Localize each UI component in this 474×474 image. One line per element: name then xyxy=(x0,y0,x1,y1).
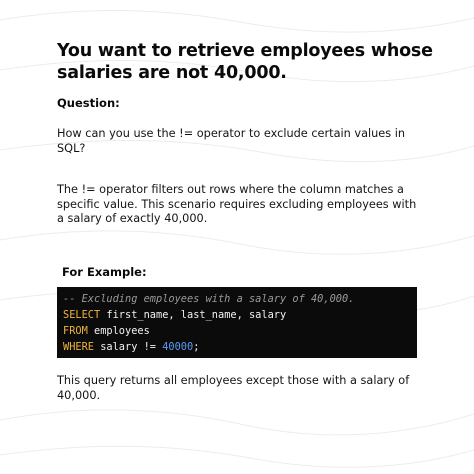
where-value: 40000 xyxy=(162,341,194,353)
code-block xyxy=(57,287,417,358)
from-table: employees xyxy=(87,325,150,337)
question-text: How can you use the != operator to exclude certain values in SQL? xyxy=(57,127,406,155)
sql-keyword-select: SELECT xyxy=(63,309,101,321)
where-condition: salary != xyxy=(94,341,163,353)
explanation-text: The != operator filters out rows where the column matches a specific value. This scenario requires excluding employees with a salary of exactly 40,000. xyxy=(57,183,417,225)
code-comment: -- Excluding employees with a salary of 40,000. xyxy=(63,293,355,305)
statement-terminator: ; xyxy=(193,341,200,353)
page-title: You want to retrieve employees whose salaries are not 40,000. xyxy=(57,41,433,83)
sql-keyword-from: FROM xyxy=(63,325,88,337)
example-label: For Example: xyxy=(62,265,147,279)
question-label: Question: xyxy=(57,96,120,110)
select-columns: first_name, last_name, salary xyxy=(100,309,287,321)
sql-keyword-where: WHERE xyxy=(63,341,94,353)
conclusion-text: This query returns all employees except those with a salary of 40,000. xyxy=(57,374,410,402)
